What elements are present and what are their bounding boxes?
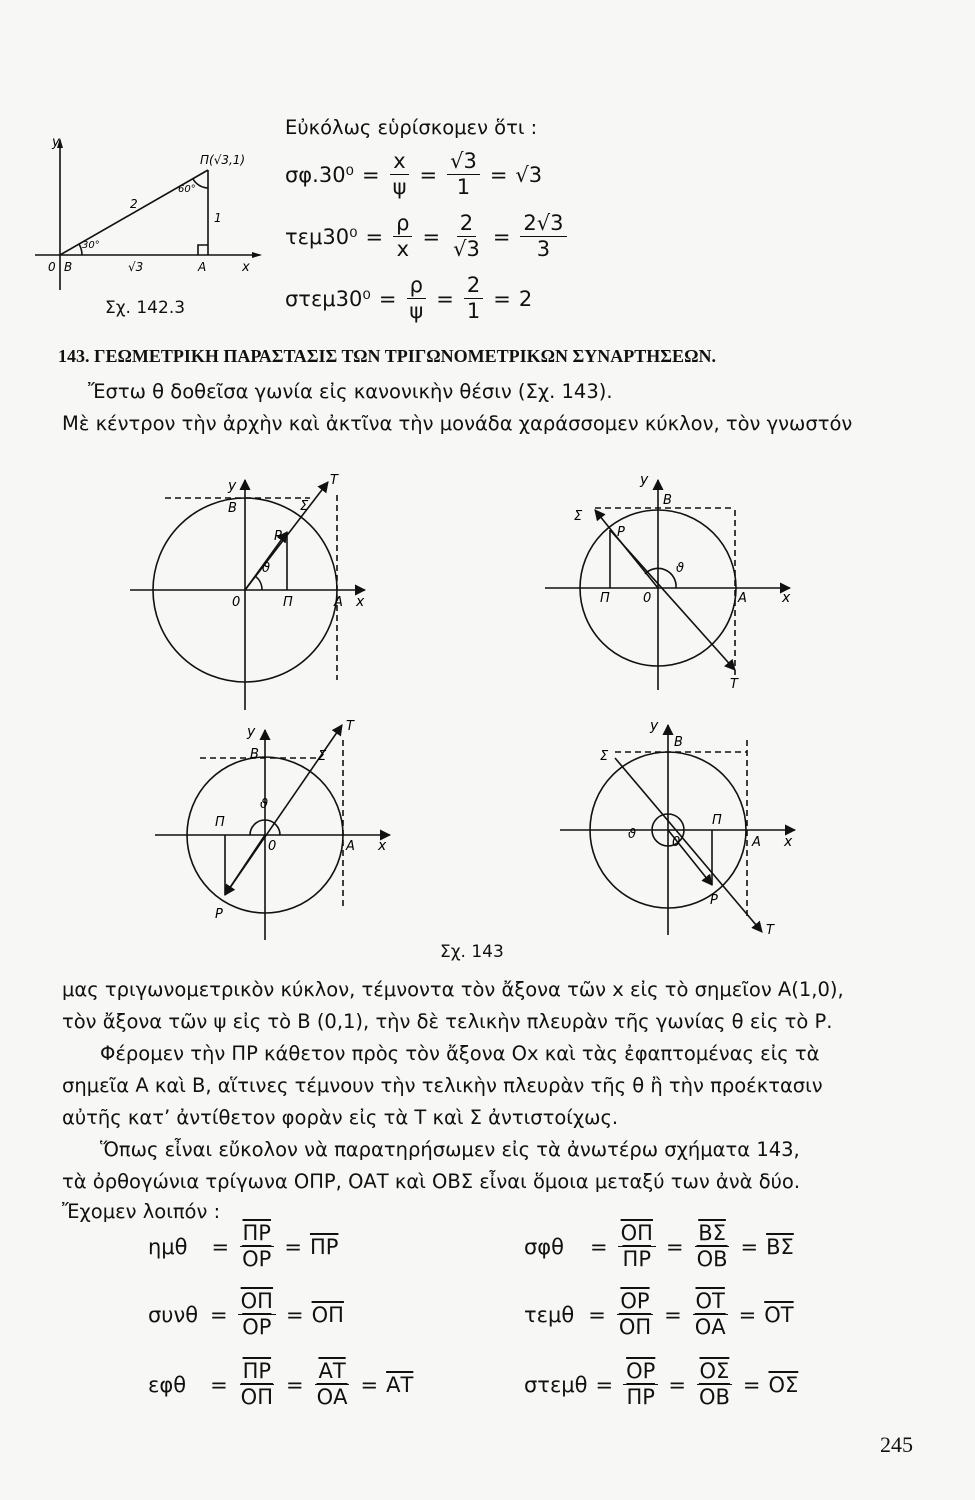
fig142-x-arrow: [252, 252, 262, 258]
d2-b-label: B: [663, 493, 672, 508]
fig142-p-label: Π(√3,1): [200, 153, 246, 167]
eq-tem30-n3: 2√3: [520, 212, 566, 237]
d3-o-label: 0: [268, 839, 277, 854]
eq-sf-lhs: σφθ: [524, 1234, 565, 1259]
eq-stem-result: $\overline{O\Sigma}$: [768, 1372, 799, 1397]
fig142-a-label: A: [198, 260, 207, 274]
fig142-right-angle-mark: [198, 245, 208, 255]
d3-x-label: x: [378, 838, 387, 854]
para2-line2: τὸν ἄξονα τῶν ψ εἰς τὸ Β (0,1), τὴν δὲ τελικὴν πλευρὰν τῆς γωνίας θ εἰς τὸ Ρ.: [62, 1010, 833, 1033]
eq-sf30-result: √3: [515, 162, 543, 187]
fig142-caption: Σχ. 142.3: [105, 298, 186, 318]
fig142-y-label: y: [52, 135, 60, 150]
d4-b-label: B: [674, 735, 683, 750]
d4-a-label: A: [752, 835, 761, 850]
eq-tem30-lhs: τεμ30⁰: [285, 224, 358, 249]
eq-tem-n2: $\overline{OT}$: [693, 1290, 728, 1315]
d4-theta-label: ϑ: [628, 827, 637, 842]
d4-t-label: T: [766, 923, 774, 938]
para1-line1: Ἔστω θ δοθεῖσα γωνία εἰς κανονικὴν θέσιν (Σχ. 143).: [88, 380, 613, 403]
d4-y-label: y: [650, 718, 659, 734]
d1-sigma-label: Σ: [300, 499, 309, 514]
d3-t-label: T: [346, 719, 354, 734]
eq-stem30-n2: 2: [464, 274, 483, 299]
eq-tem30-d1: x: [396, 237, 409, 262]
eq-stem30-result: 2: [518, 286, 533, 311]
d3-sigma-label: Σ: [318, 749, 327, 764]
d2-o-label: 0: [643, 591, 652, 606]
d2-t-label: T: [730, 677, 738, 692]
eq-syn-lhs: συνθ: [148, 1302, 199, 1327]
eq-tem30-d3: 3: [536, 237, 551, 262]
d3-y-label: y: [247, 724, 256, 740]
eq-sf30: σφ.30⁰ = $\frac{x}{\psi}$ = $\frac{√3}{1}$ = √3: [285, 149, 543, 200]
eq-tem-result: $\overline{OT}$: [764, 1302, 794, 1327]
eq-ef: εφθ = $\frac{\overline{\Pi P}}{O\Pi}$ = $\frac{\overline{AT}}{OA}$ = $\overline{AT}$: [148, 1359, 414, 1410]
eq-syn-n1: $\overline{O\Pi}$: [238, 1290, 276, 1315]
d3-rho-label: P: [215, 907, 223, 922]
eq-stem-d2: ΟΒ: [698, 1385, 730, 1410]
top-intro: Εὐκόλως εὑρίσκομεν ὅτι :: [285, 116, 538, 139]
eq-sf-result: $\overline{B\Sigma}$: [766, 1234, 794, 1259]
eq-hm-lhs: ημθ: [148, 1234, 188, 1259]
figure-143: [0, 440, 975, 970]
d2-theta-label: ϑ: [676, 561, 685, 576]
d3-b-label: B: [250, 747, 259, 762]
para2-line3: Φέρομεν τὴν ΠΡ κάθετον πρὸς τὸν ἄξονα Οx καὶ τὰς ἐφαπτομένας εἰς τὰ: [100, 1042, 820, 1065]
eq-syn-d1: ΟΡ: [242, 1315, 272, 1340]
eq-tem30: τεμ30⁰ = $\frac{\rho}{x}$ = $\frac{2}{√3}$ = $\frac{2√3}{3}$: [285, 212, 569, 261]
d1-x-label: x: [356, 594, 365, 610]
eq-hm: ημθ = $\frac{\overline{\Pi P}}{OP}$ = $\overline{\Pi P}$: [148, 1221, 339, 1272]
d1-rho-label: P: [274, 529, 282, 544]
eq-tem: τεμθ = $\frac{\overline{OP}}{O\Pi}$ = $\frac{\overline{OT}}{OA}$ = $\overline{OT}$: [524, 1289, 794, 1340]
eq-stem: στεμθ = $\frac{\overline{OP}}{\Pi P}$ = $\frac{\overline{O\Sigma}}{OB}$ = $\overline{O\Sigma}$: [524, 1359, 799, 1410]
d4-sigma-label: Σ: [600, 749, 609, 764]
d4-x-label: x: [784, 834, 793, 850]
section-heading: [58, 346, 716, 367]
eq-sf-n1: $\overline{O\Pi}$: [618, 1222, 656, 1247]
d2-y-label: y: [640, 472, 649, 488]
fig142-side-label: 1: [214, 211, 222, 225]
d3-theta-label: ϑ: [260, 797, 269, 812]
d3-a-label: A: [346, 839, 355, 854]
eq-syn-result: $\overline{O\Pi}$: [311, 1302, 344, 1327]
eq-hm-n1: $\overline{\Pi P}$: [240, 1222, 274, 1247]
fig142-angle-30-label: 30°: [82, 240, 100, 251]
para2-line4: σημεῖα Α καὶ Β, αἵτινες τέμνουν τὴν τελικὴν πλευρὰν τῆς θ ἢ τὴν προέκτασιν: [62, 1074, 823, 1097]
d1-y-label: y: [228, 478, 237, 494]
eq-ef-d2: ΟΑ: [316, 1385, 348, 1410]
eq-stem30-d1: ψ: [409, 299, 424, 324]
eq-hm-result: $\overline{\Pi P}$: [309, 1234, 339, 1259]
page-number: 245: [880, 1432, 913, 1457]
eq-stem-n2: $\overline{O\Sigma}$: [697, 1360, 733, 1385]
eq-ef-n1: $\overline{\Pi P}$: [240, 1360, 274, 1385]
d4-o-label: 0: [672, 835, 681, 850]
fig142-angle-60-label: 60°: [178, 184, 196, 195]
d2-sigma-label: Σ: [574, 509, 583, 524]
fig143-caption: Σχ. 143: [440, 942, 504, 962]
d1-p-label: Π: [283, 595, 293, 610]
eq-hm-d1: ΟΡ: [242, 1247, 272, 1272]
d3-p-label: Π: [215, 815, 225, 830]
eq-ef-n2: $\overline{AT}$: [315, 1360, 348, 1385]
eq-stem-lhs: στεμθ: [524, 1372, 588, 1397]
eq-ef-lhs: εφθ: [148, 1372, 187, 1397]
eq-tem30-n2: 2: [457, 212, 476, 237]
fig142-b-label: B: [64, 260, 73, 274]
para2-line8: Ἔχομεν λοιπόν :: [62, 1200, 221, 1223]
d2-p-label: Π: [600, 591, 610, 606]
eq-stem-d1: ΠΡ: [626, 1385, 655, 1410]
d2-x-label: x: [782, 590, 791, 606]
eq-sf-d1: ΠΡ: [622, 1247, 652, 1272]
eq-sf30-lhs: σφ.30⁰: [285, 162, 354, 187]
fig143-diagram-3: [155, 725, 390, 940]
section-title: ΓΕΩΜΕΤΡΙΚΗ ΠΑΡΑΣΤΑΣΙΣ ΤΩΝ ΤΡΙΓΩΝΟΜΕΤΡΙΚΩΝ ΣΥΝΑΡΤΗΣΕΩΝ.: [94, 346, 716, 366]
eq-sf30-n2: √3: [447, 150, 480, 175]
eq-ef-d1: ΟΠ: [240, 1385, 273, 1410]
eq-tem-d2: ΟΑ: [694, 1315, 726, 1340]
eq-syn: συνθ = $\frac{\overline{O\Pi}}{OP}$ = $\overline{O\Pi}$: [148, 1289, 344, 1340]
fig142-base-label: √3: [128, 260, 144, 274]
d4-p-label: Π: [712, 813, 722, 828]
eq-ef-result: $\overline{AT}$: [386, 1372, 414, 1397]
d1-t-label: T: [330, 473, 338, 488]
eq-sf: σφθ = $\frac{\overline{O\Pi}}{\Pi P}$ = $\frac{\overline{B\Sigma}}{OB}$ = $\overline{B\Sigma}$: [524, 1221, 794, 1272]
eq-tem-lhs: τεμθ: [524, 1302, 575, 1327]
para1-line2: Μὲ κέντρον τὴν ἀρχὴν καὶ ἀκτῖνα τὴν μονάδα χαράσσομεν κύκλον, τὸν γνωστόν: [62, 412, 853, 435]
d1-o-label: 0: [232, 595, 241, 610]
d2-rho-label: P: [617, 525, 625, 540]
eq-tem30-n1: ρ: [393, 212, 412, 237]
eq-sf30-d2: 1: [456, 175, 471, 200]
eq-tem-d1: ΟΠ: [618, 1315, 652, 1340]
fig142-hyp-label: 2: [130, 197, 138, 211]
para2-line5: αὐτῆς κατ’ ἀντίθετον φορὰν εἰς τὰ Τ καὶ Σ ἀντιστοίχως.: [62, 1106, 619, 1129]
eq-sf30-d1: ψ: [392, 175, 407, 200]
para2-line1: μας τριγωνομετρικὸν κύκλον, τέμνοντα τὸν ἄξονα τῶν x εἰς τὸ σημεῖον Α(1,0),: [62, 978, 844, 1001]
eq-stem30-lhs: στεμ30⁰: [285, 286, 371, 311]
d4-rho-label: P: [710, 893, 718, 908]
para2-line6: Ὅπως εἶναι εὔκολον νὰ παρατηρήσωμεν εἰς τὰ ἀνωτέρω σχήματα 143,: [100, 1138, 800, 1161]
eq-stem30-n1: ρ: [407, 274, 426, 299]
para2-line7: τὰ ὀρθογώνια τρίγωνα ΟΠΡ, ΟΑΤ καὶ ΟΒΣ εἶναι ὅμοια μεταξύ των ἀνὰ δύο.: [62, 1170, 801, 1193]
eq-stem30: στεμ30⁰ = $\frac{\rho}{\psi}$ = $\frac{2}{1}$ = 2: [285, 273, 533, 324]
d1-theta-label: ϑ: [262, 561, 271, 576]
d1-a-label: A: [334, 595, 343, 610]
d1-b-label: B: [228, 501, 237, 516]
eq-stem-n1: $\overline{OP}$: [623, 1360, 658, 1385]
eq-sf-n2: $\overline{B\Sigma}$: [695, 1222, 729, 1247]
eq-stem30-d2: 1: [466, 299, 481, 324]
fig143-diagram-4: [560, 725, 795, 935]
eq-sf-d2: ΟΒ: [696, 1247, 728, 1272]
eq-sf30-n1: x: [390, 150, 408, 175]
fig142-origin-label: 0: [48, 260, 56, 274]
section-number: 143.: [58, 346, 90, 366]
eq-tem30-d2: √3: [453, 237, 480, 262]
fig143-diagram-1: [130, 480, 365, 710]
eq-tem-n1: $\overline{OP}$: [617, 1290, 652, 1315]
d2-a-label: A: [738, 591, 747, 606]
fig142-x-label: x: [242, 260, 250, 275]
